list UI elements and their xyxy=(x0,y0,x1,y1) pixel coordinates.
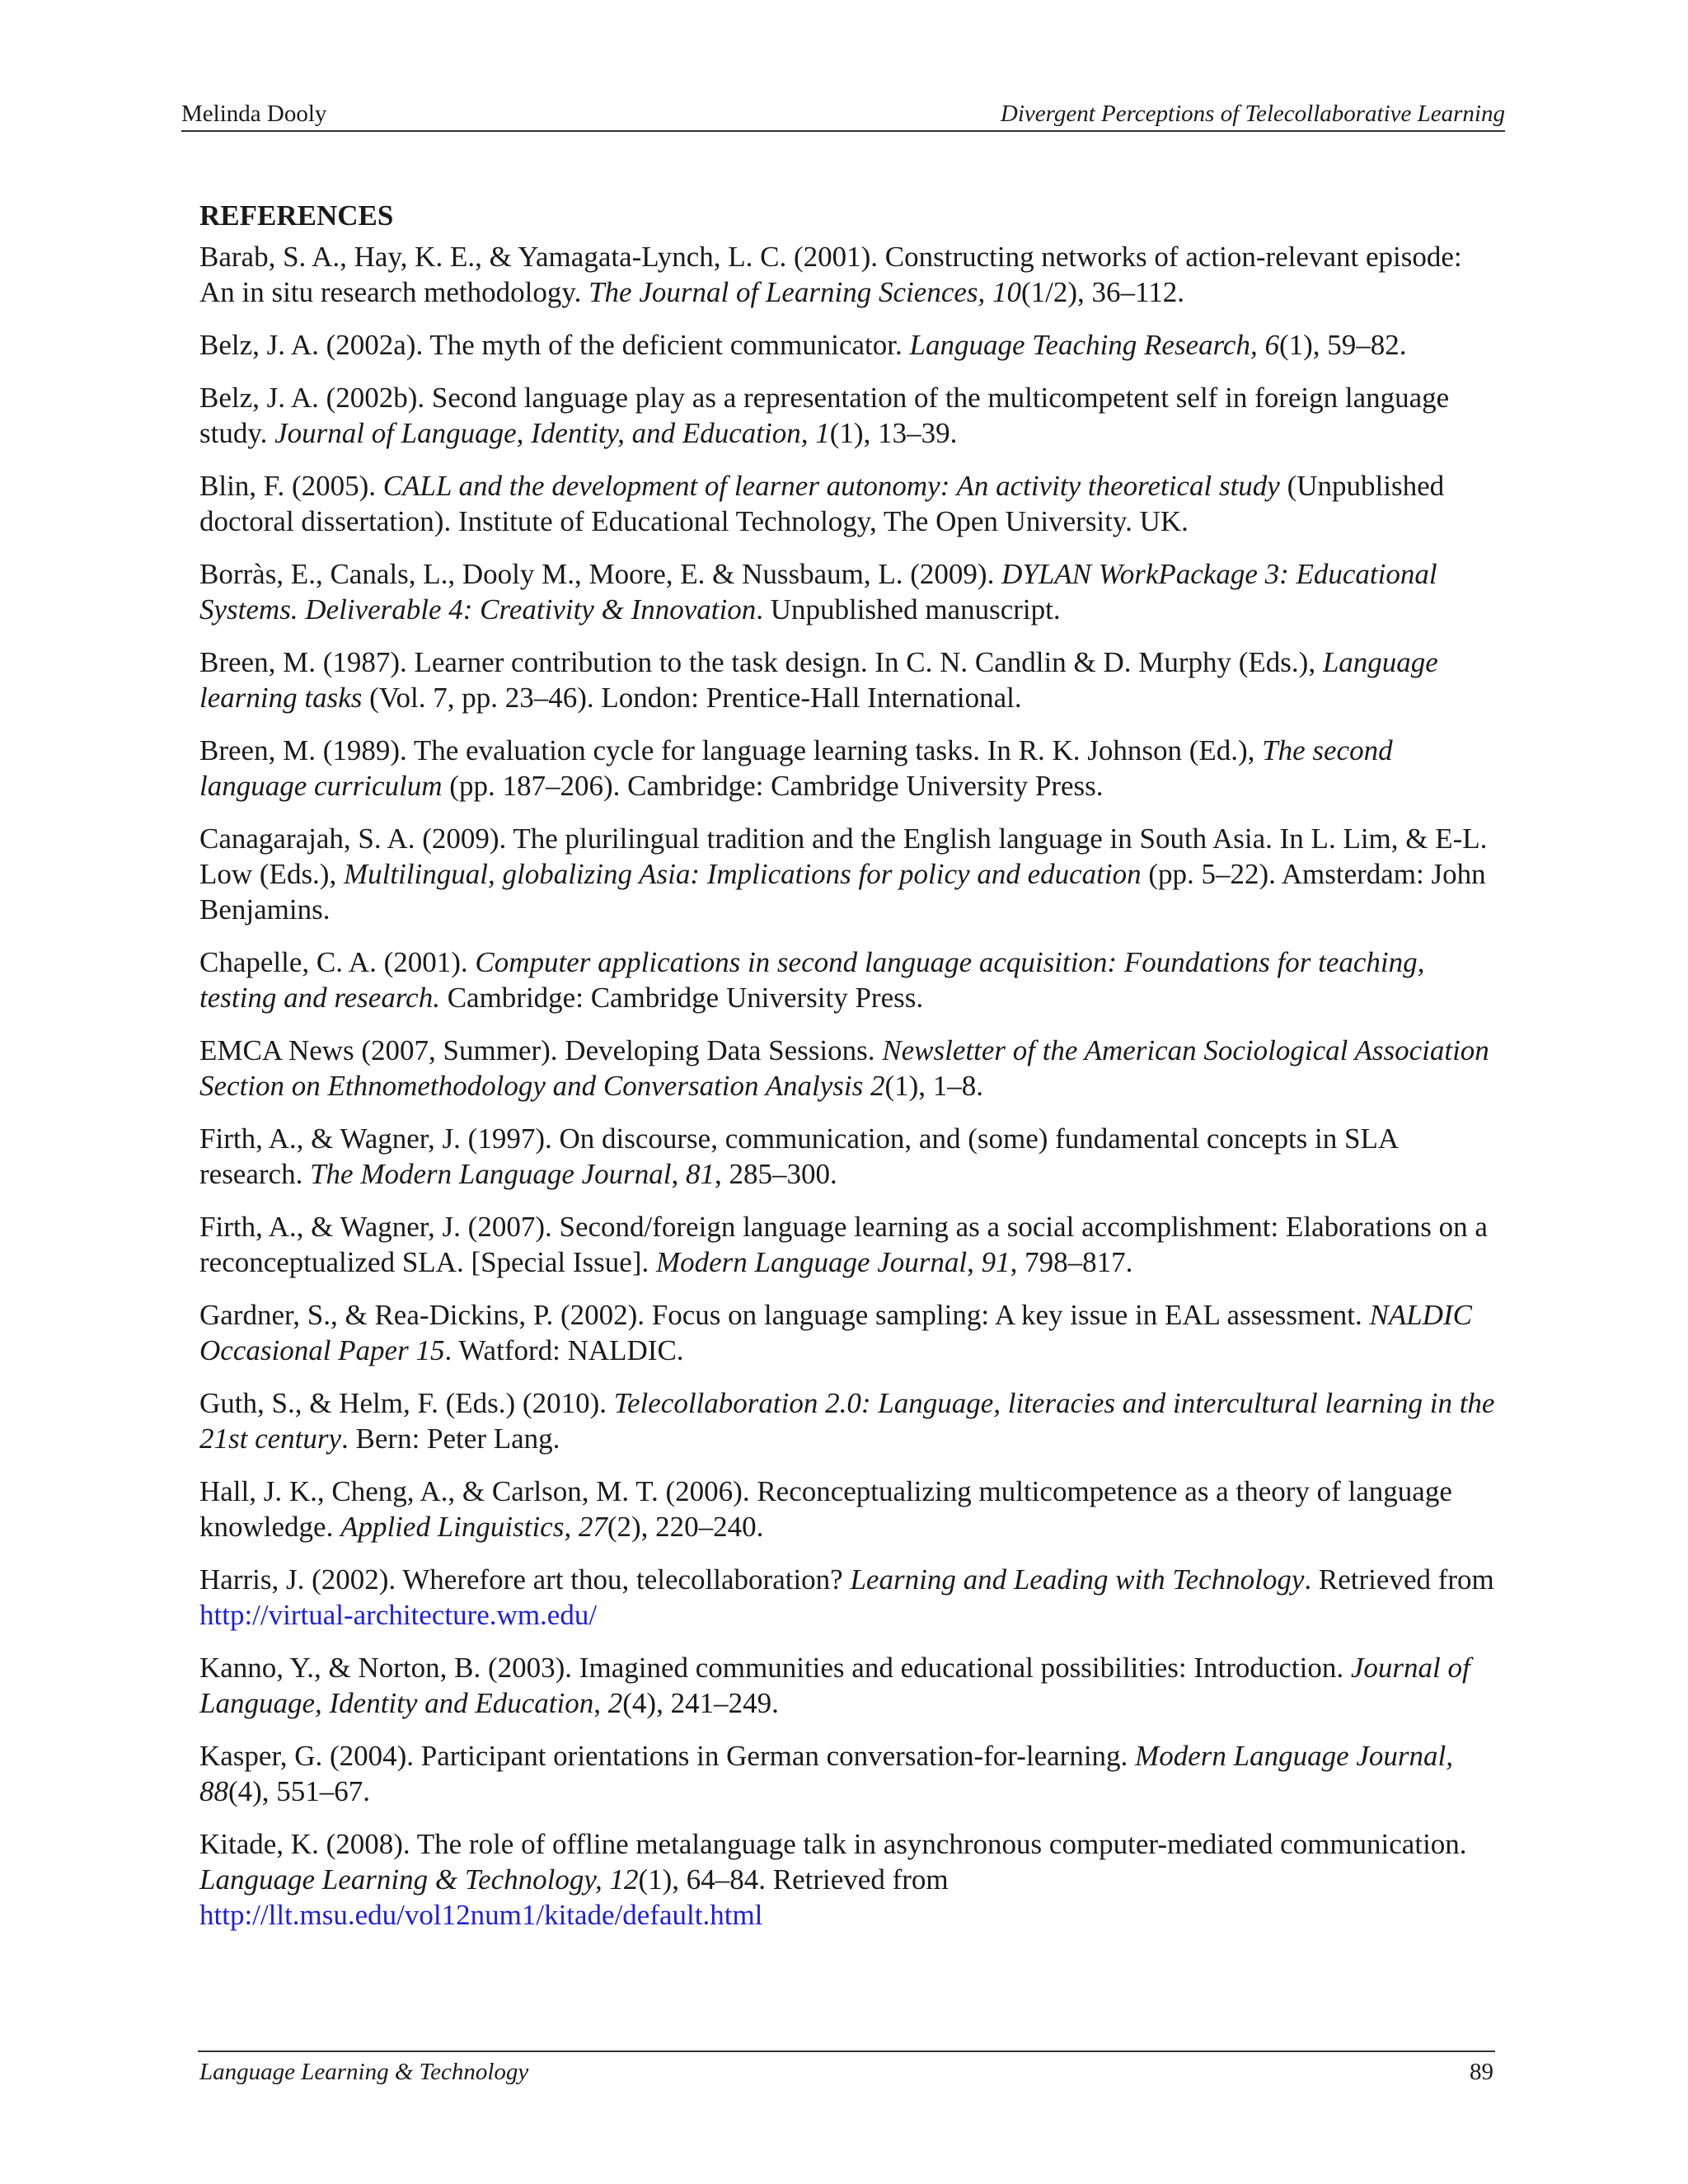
reference-italic-text: The Journal of Learning Sciences, 10 xyxy=(588,276,1022,308)
reference-text: Kitade, K. (2008). The role of offline metalanguage talk in asynchronous computer-mediated communication. xyxy=(199,1828,1467,1860)
reference-italic-text: The second language curriculum xyxy=(199,734,1393,802)
reference-text: Firth, A., & Wagner, J. (2007). Second/foreign language learning as a social accomplishment: Elaborations on a reconceptualized SLA. [Special Issue]. xyxy=(199,1211,1488,1278)
reference-italic-text: Learning and Leading with Technology xyxy=(850,1563,1305,1596)
reference-entry xyxy=(199,1826,1502,1933)
running-header xyxy=(181,97,1505,132)
reference-list xyxy=(199,239,1502,1933)
reference-url-link[interactable]: http://llt.msu.edu/vol12num1/kitade/default.html xyxy=(199,1899,763,1931)
reference-entry xyxy=(199,1650,1502,1721)
footer-journal-name: Language Learning & Technology xyxy=(199,2059,529,2085)
reference-text: . Unpublished manuscript. xyxy=(756,593,1061,626)
reference-entry xyxy=(199,733,1502,804)
reference-text: (pp. 5–22). Amsterdam: John Benjamins. xyxy=(199,858,1486,926)
reference-text: Blin, F. (2005). xyxy=(199,470,383,502)
reference-text: , xyxy=(967,1246,982,1278)
reference-italic-text: Computer applications in second language acquisition: Foundations for teaching, testing and research. xyxy=(199,946,1425,1014)
reference-italic-text: NALDIC Occasional Paper 15 xyxy=(199,1299,1472,1366)
reference-text: Barab, S. A., Hay, K. E., & Yamagata-Lynch, L. C. (2001). Constructing networks of action-relevant episode: An in situ research methodology. xyxy=(199,241,1462,308)
reference-text: , xyxy=(593,1687,608,1719)
reference-entry xyxy=(199,380,1502,451)
reference-text: (1), 13–39. xyxy=(829,417,958,449)
reference-text: (4), 551–67. xyxy=(228,1775,371,1807)
reference-text: , 798–817. xyxy=(1010,1246,1133,1278)
reference-text: Breen, M. (1987). Learner contribution to the task design. In C. N. Candlin & D. Murphy (Eds.), xyxy=(199,646,1323,678)
reference-text: Chapelle, C. A. (2001). xyxy=(199,946,476,978)
reference-italic-text: CALL and the development of learner autonomy: An activity theoretical study xyxy=(382,470,1280,502)
reference-entry xyxy=(199,1474,1502,1544)
reference-italic-text: Modern Language Journal, 88 xyxy=(199,1740,1453,1807)
reference-text: Kanno, Y., & Norton, B. (2003). Imagined communities and educational possibilities: Introduction. xyxy=(199,1652,1351,1684)
reference-italic-text: 2 xyxy=(607,1687,623,1719)
reference-entry xyxy=(199,556,1502,627)
reference-italic-text: Journal of Language, Identity, and Education, 1 xyxy=(274,417,830,449)
reference-text: Cambridge: Cambridge University Press. xyxy=(439,982,924,1014)
reference-entry xyxy=(199,1297,1502,1368)
reference-text: (1/2), 36–112. xyxy=(1021,276,1185,308)
reference-text: (Unpublished doctoral dissertation). Institute of Educational Technology, The Open University. UK. xyxy=(199,470,1445,537)
reference-text: Hall, J. K., Cheng, A., & Carlson, M. T. (2006). Reconceptualizing multicompetence as a theory of language knowledge. xyxy=(199,1475,1452,1543)
page-footer xyxy=(198,2050,1495,2085)
reference-entry xyxy=(199,1121,1502,1192)
reference-text: . Bern: Peter Lang. xyxy=(341,1422,560,1455)
reference-entry xyxy=(199,644,1502,715)
reference-text: Guth, S., & Helm, F. (Eds.) (2010). xyxy=(199,1387,614,1419)
reference-entry xyxy=(199,821,1502,927)
reference-text: (4), 241–249. xyxy=(622,1687,779,1719)
reference-url-link[interactable]: http://virtual-architecture.wm.edu/ xyxy=(199,1599,598,1631)
header-author: Melinda Dooly xyxy=(181,101,327,127)
reference-text: EMCA News (2007, Summer). Developing Data Sessions. xyxy=(199,1034,883,1066)
reference-italic-text: DYLAN WorkPackage 3: Educational Systems. Deliverable 4: Creativity & Innovation xyxy=(199,558,1437,626)
reference-italic-text: Telecollaboration 2.0: Language, literacies and intercultural learning in the 21st century xyxy=(199,1387,1495,1455)
reference-italic-text: 91 xyxy=(981,1246,1010,1278)
reference-text: Firth, A., & Wagner, J. (1997). On discourse, communication, and (some) fundamental concepts in SLA research. xyxy=(199,1122,1398,1190)
reference-entry xyxy=(199,1738,1502,1809)
reference-italic-text: Multilingual, globalizing Asia: Implications for policy and education xyxy=(343,858,1142,890)
reference-italic-text: Journal of Language, Identity and Education xyxy=(199,1652,1470,1719)
reference-italic-text: Language learning tasks xyxy=(199,646,1438,714)
header-article-title: Divergent Perceptions of Telecollaborative Learning xyxy=(1000,101,1505,127)
reference-entry xyxy=(199,239,1502,310)
reference-text: . Watford: NALDIC. xyxy=(444,1334,684,1366)
references-section xyxy=(199,198,1502,1950)
reference-italic-text: Applied Linguistics, 27 xyxy=(340,1511,607,1543)
reference-entry xyxy=(199,327,1502,363)
reference-text: Belz, J. A. (2002a). The myth of the deficient communicator. xyxy=(199,329,910,361)
reference-italic-text: Language Teaching Research, 6 xyxy=(909,329,1279,361)
reference-text: Breen, M. (1989). The evaluation cycle for language learning tasks. In R. K. Johnson (Ed.), xyxy=(199,734,1263,766)
reference-italic-text: Language Learning & Technology, 12 xyxy=(199,1863,639,1896)
reference-text: (1), 59–82. xyxy=(1278,329,1407,361)
reference-entry xyxy=(199,944,1502,1015)
reference-text: (pp. 187–206). Cambridge: Cambridge University Press. xyxy=(442,770,1104,802)
reference-entry xyxy=(199,1385,1502,1456)
reference-italic-text: 81 xyxy=(686,1158,715,1190)
reference-text: Harris, J. (2002). Wherefore art thou, telecollaboration? xyxy=(199,1563,851,1596)
reference-entry xyxy=(199,1033,1502,1104)
reference-text: Belz, J. A. (2002b). Second language play as a representation of the multicompetent self in foreign language study. xyxy=(199,382,1450,449)
reference-text: . Retrieved from xyxy=(1304,1563,1494,1596)
reference-text: (1), 64–84. Retrieved from xyxy=(638,1863,949,1896)
reference-text: Gardner, S., & Rea-Dickins, P. (2002). Focus on language sampling: A key issue in EAL assessment. xyxy=(199,1299,1370,1331)
reference-entry xyxy=(199,468,1502,539)
section-title: REFERENCES xyxy=(199,199,394,232)
reference-text: (Vol. 7, pp. 23–46). London: Prentice-Hall International. xyxy=(362,682,1022,714)
reference-text: , 285–300. xyxy=(715,1158,837,1190)
reference-text: Borràs, E., Canals, L., Dooly M., Moore, E. & Nussbaum, L. (2009). xyxy=(199,558,1002,590)
reference-text: Canagarajah, S. A. (2009). The plurilingual tradition and the English language in South Asia. In L. Lim, & E-L. Low (Eds.), xyxy=(199,823,1488,890)
reference-text: (1), 1–8. xyxy=(884,1070,984,1102)
reference-italic-text: Modern Language Journal xyxy=(655,1246,968,1278)
reference-entry xyxy=(199,1209,1502,1280)
reference-italic-text: Newsletter of the American Sociological Association Section on Ethnomethodology and Conversation Analysis 2 xyxy=(199,1034,1489,1102)
reference-italic-text: The Modern Language Journal xyxy=(310,1158,672,1190)
reference-entry xyxy=(199,1562,1502,1633)
reference-text: Kasper, G. (2004). Participant orientations in German conversation-for-learning. xyxy=(199,1740,1136,1772)
reference-text: , xyxy=(671,1158,687,1190)
reference-text: (2), 220–240. xyxy=(607,1511,764,1543)
page-number: 89 xyxy=(1470,2059,1493,2085)
